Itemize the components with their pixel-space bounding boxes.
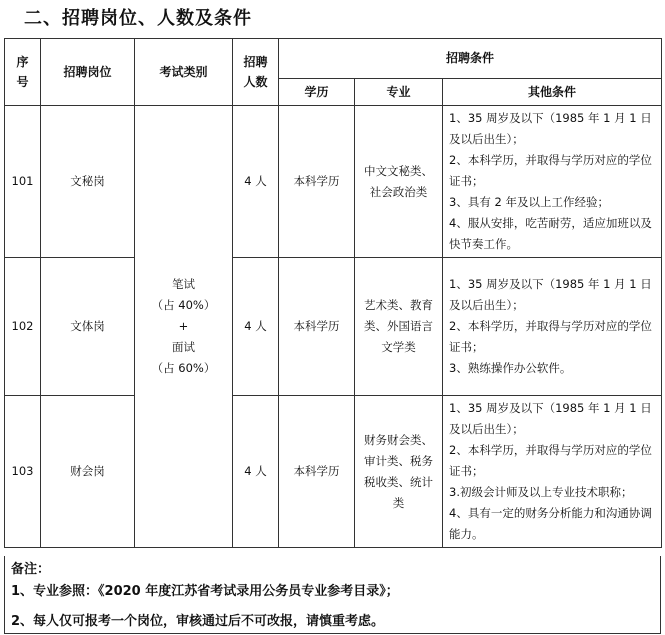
major-line: 社会政治类: [369, 184, 428, 199]
row-seq: 103: [5, 396, 41, 548]
row-conditions: [443, 258, 662, 396]
row-major: [355, 106, 443, 258]
condition-item: 2、本科学历，并取得与学历对应的学位证书；: [449, 319, 652, 354]
table-row: [5, 396, 662, 548]
header-position: 招聘岗位: [41, 39, 135, 106]
major-line: 中文文秘类、: [364, 163, 433, 178]
exam-line: （占 60%）: [151, 361, 216, 375]
row-position: 财会岗: [41, 396, 135, 548]
row-education: 本科学历: [279, 106, 355, 258]
major-line: 财务财会类、: [364, 432, 433, 447]
row-seq: 102: [5, 258, 41, 396]
exam-line: 笔试: [172, 277, 195, 291]
note-item: 1、专业参照：《2020 年度江苏省考试录用公务员专业参考目录》；: [11, 584, 399, 599]
header-seq: 序号: [5, 39, 41, 106]
row-conditions: [443, 396, 662, 548]
section-heading: 二、招聘岗位、人数及条件: [24, 8, 252, 29]
header-conditions: 招聘条件: [279, 39, 662, 79]
exam-type-cell: [135, 106, 233, 548]
exam-line: （占 40%）: [151, 298, 216, 312]
major-line: 审计类、税务: [364, 453, 433, 468]
table-row: [5, 258, 662, 396]
table-row: [5, 106, 662, 258]
row-count: 4 人: [233, 106, 279, 258]
row-seq: 101: [5, 106, 41, 258]
major-line: 艺术类、教育: [364, 298, 433, 312]
condition-item: 1、35 周岁及以下（1985 年 1 月 1 日及以后出生）；: [449, 111, 652, 146]
condition-item: 4、服从安排，吃苦耐劳，适应加班以及快节奏工作。: [449, 216, 652, 251]
row-count: 4 人: [233, 396, 279, 548]
header-other: 其他条件: [443, 79, 662, 106]
condition-item: 3.初级会计师及以上专业技术职称；: [449, 485, 633, 499]
row-major: [355, 258, 443, 396]
exam-line: +: [178, 319, 189, 333]
row-conditions: [443, 106, 662, 258]
exam-line: 面试: [172, 340, 195, 354]
condition-item: 3、熟练操作办公软件。: [449, 361, 572, 375]
condition-item: 3、具有 2 年及以上工作经验；: [449, 195, 609, 209]
recruitment-table: [4, 38, 662, 548]
header-exam-type: 考试类别: [135, 39, 233, 106]
header-major: 专业: [355, 79, 443, 106]
major-line: 类: [392, 495, 405, 510]
condition-item: 2、本科学历，并取得与学历对应的学位证书；: [449, 443, 652, 478]
major-line: 文学类: [381, 340, 416, 354]
note-item: 2、每人仅可报考一个岗位，审核通过后不可改报，请慎重考虑。: [11, 614, 385, 629]
header-count: 招聘人数: [233, 39, 279, 106]
row-education: 本科学历: [279, 258, 355, 396]
major-line: 类、外国语言: [364, 319, 433, 333]
row-major: [355, 396, 443, 548]
condition-item: 4、具有一定的财务分析能力和沟通协调能力。: [449, 506, 652, 541]
notes-box: [4, 556, 661, 634]
major-line: 税收类、统计: [364, 474, 433, 489]
condition-item: 2、本科学历，并取得与学历对应的学位证书；: [449, 153, 652, 188]
row-count: 4 人: [233, 258, 279, 396]
row-position: 文体岗: [41, 258, 135, 396]
condition-item: 1、35 周岁及以下（1985 年 1 月 1 日及以后出生）；: [449, 401, 652, 436]
row-education: 本科学历: [279, 396, 355, 548]
row-position: 文秘岗: [41, 106, 135, 258]
notes-title: 备注：: [11, 562, 51, 577]
header-education: 学历: [279, 79, 355, 106]
condition-item: 1、35 周岁及以下（1985 年 1 月 1 日及以后出生）；: [449, 277, 652, 312]
